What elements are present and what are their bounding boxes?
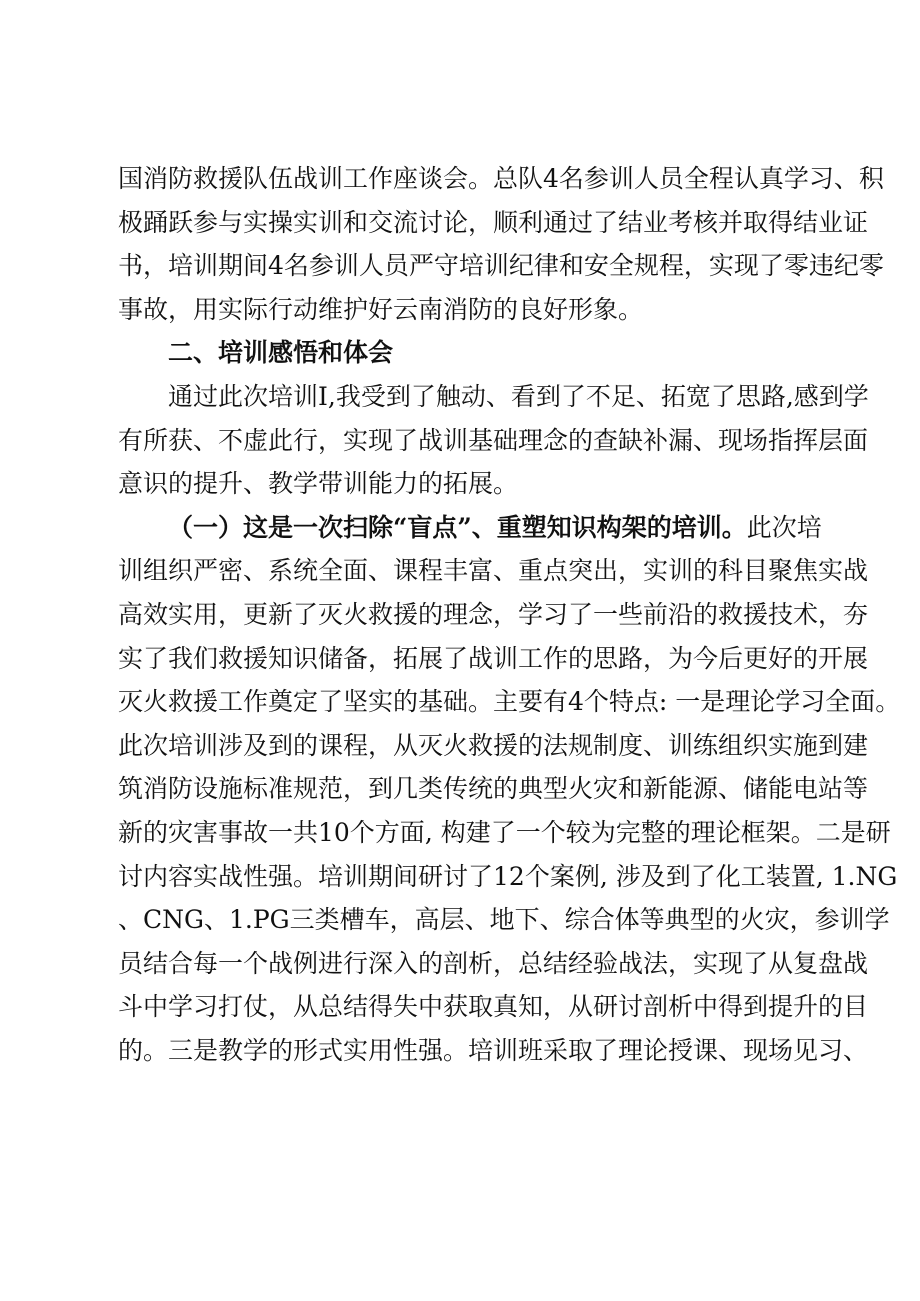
paragraph-1-line-1: 国消防救援队伍战训工作座谈会。总队4名参训人员全程认真学习、积	[118, 164, 884, 193]
paragraph-2-line-1: 通过此次培训I,我受到了触动、看到了不足、拓宽了思路,感到学	[168, 382, 869, 411]
paragraph-3-line-2: 训组织严密、系统全面、课程丰富、重点突出，实训的科目聚焦实战	[118, 556, 869, 586]
paragraph-3-first-line-rest: 此次培	[746, 512, 822, 542]
paragraph-3-line-12: 斗中学习打仗，从总结得失中获取真知，从研讨剖析中得到提升的目	[118, 992, 869, 1022]
paragraph-3-line-5: 灭火救援工作奠定了坚实的基础。主要有4个特点: 一是理论学习全面。	[118, 687, 901, 717]
paragraph-1-line-4: 事故，用实际行动维护好云南消防的良好形象。	[118, 294, 644, 324]
paragraph-3-line-3: 高效实用，更新了灭火救援的理念，学习了一些前沿的救援技术，夯	[118, 600, 869, 629]
section-heading: 二、培训感悟和体会	[168, 338, 394, 368]
paragraph-3-line-6: 此次培训涉及到的课程，从灭火救援的法规制度、训练组织实施到建	[118, 730, 869, 760]
paragraph-3-line-13: 的。三是教学的形式实用性强。培训班采取了理论授课、现场见习、	[118, 1036, 869, 1065]
paragraph-3-line-11: 员结合每一个战例进行深入的剖析，总结经验战法，实现了从复盘战	[118, 948, 869, 978]
paragraph-3-line-4: 实了我们救援知识储备，拓展了战训工作的思路，为今后更好的开展	[118, 643, 869, 673]
paragraph-2-line-2: 有所获、不虚此行，实现了战训基础理念的查缺补漏、现场指挥层面	[118, 425, 869, 455]
paragraph-3-line-8: 新的灾害事故一共10个方面, 构建了一个较为完整的理论框架。二是研	[118, 818, 891, 847]
paragraph-1-line-2: 极踊跃参与实操实训和交流讨论，顺利通过了结业考核并取得结业证	[118, 207, 869, 237]
paragraph-3-bold-lead: （一）这是一次扫除“盲点”、重塑知识构架的培训。	[168, 512, 747, 542]
paragraph-2-line-3: 意识的提升、教学带训能力的拓展。	[118, 469, 519, 499]
paragraph-3-line-10: 、CNG、1.PG三类槽车，高层、地下、综合体等典型的火灾，参训学	[118, 905, 890, 935]
paragraph-1-line-3: 书，培训期间4名参训人员严守培训纪律和安全规程，实现了零违纪零	[118, 251, 884, 281]
paragraph-3-line-9: 讨内容实战性强。培训期间研讨了12个案例, 涉及到了化工装置, 1.NG	[118, 861, 898, 891]
paragraph-3-line-7: 筑消防设施标准规范，到几类传统的典型火灾和新能源、储能电站等	[118, 774, 869, 804]
paragraph-3-line-1	[168, 511, 822, 545]
